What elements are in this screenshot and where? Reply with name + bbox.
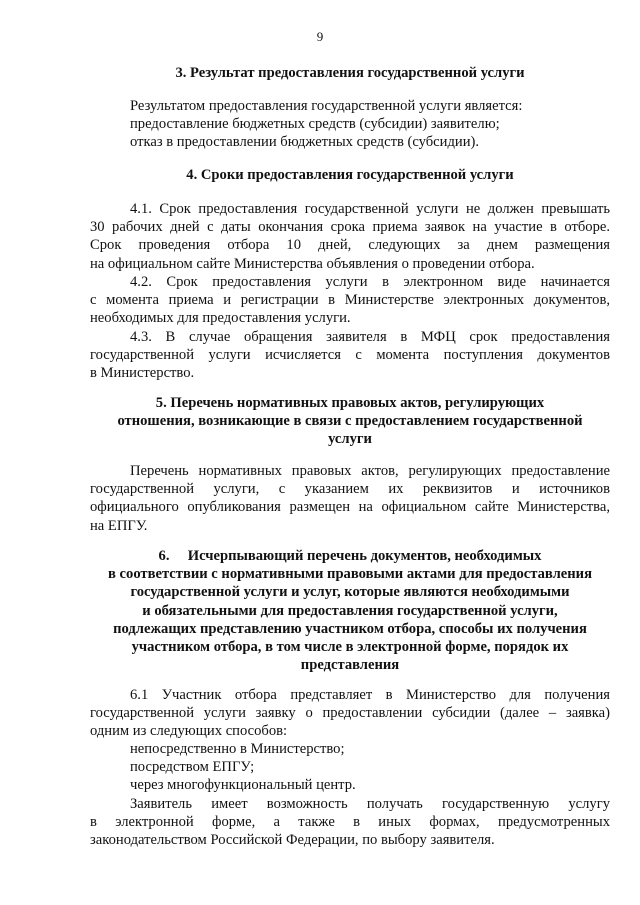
heading-line: отношения, возникающие в связи с предоставлением государственной <box>117 413 583 430</box>
heading-line: в соответствии с нормативными правовыми актами для предоставления <box>108 566 592 583</box>
heading-line: 5. Перечень нормативных правовых актов, регулирующих <box>155 395 545 411</box>
paragraph-line: официального опубликования размещен на официальном сайте Министерства, <box>90 499 610 516</box>
heading-line: услуги <box>328 431 372 448</box>
heading-line: участником отбора, в том числе в электронной форме, порядок их <box>131 639 569 656</box>
submission-methods-list <box>130 740 610 795</box>
section-3-line: Результатом предоставления государственной услуги является: <box>130 98 523 114</box>
paragraph-line: Срок проведения отбора 10 дней, следующих за днем размещения <box>90 237 610 254</box>
section-4-paragraph-3 <box>90 328 610 383</box>
section-4-heading: 4. Сроки предоставления государственной услуги <box>186 167 514 183</box>
paragraph-line: государственной услуги заявку о предоставлении субсидии (далее – заявка) <box>90 705 610 722</box>
paragraph-line: на ЕПГУ. <box>90 517 148 534</box>
section-6-heading <box>90 547 610 674</box>
heading-line: подлежащих представлению участником отбора, способы их получения <box>113 620 587 637</box>
section-3-line: предоставление бюджетных средств (субсидии) заявителю; <box>130 116 500 133</box>
paragraph-line: государственной услуги, с указанием их реквизитов и источников <box>90 481 610 498</box>
section-3-heading: 3. Результат предоставления государственной услуги <box>175 65 525 81</box>
paragraph-line: с момента приема и регистрации в Министерстве электронных документов, <box>90 292 610 309</box>
section-4-paragraph-2 <box>90 273 610 328</box>
paragraph-line: необходимых для предоставления услуги. <box>90 310 351 327</box>
heading-line: государственной услуги и услуг, которые являются необходимыми <box>130 584 570 601</box>
paragraph-line: 4.1. Срок предоставления государственной услуги не должен превышать <box>130 201 610 217</box>
section-5-heading <box>90 394 610 449</box>
section-3-line: отказ в предоставлении бюджетных средств (субсидии). <box>130 134 480 151</box>
paragraph-line: в Министерство. <box>90 365 195 382</box>
heading-line: представления <box>300 657 400 674</box>
section-6-paragraph-1 <box>90 686 610 741</box>
heading-line: и обязательными для предоставления государственной услуги, <box>142 602 558 619</box>
paragraph-line: законодательством Российской Федерации, по выбору заявителя. <box>90 832 495 849</box>
page-number: 9 <box>316 29 324 44</box>
heading-line: 6. Исчерпывающий перечень документов, необходимых <box>158 548 542 564</box>
section-3-body <box>130 97 610 152</box>
paragraph-line: в электронной форме, а также в иных формах, предусмотренных <box>90 814 610 831</box>
paragraph-line: 4.3. В случае обращения заявителя в МФЦ срок предоставления <box>130 329 610 345</box>
paragraph-line: одним из следующих способов: <box>90 723 288 740</box>
paragraph-line: 30 рабочих дней с даты окончания срока приема заявок на участие в отборе. <box>90 219 610 236</box>
section-4-paragraph-1 <box>90 200 610 273</box>
paragraph-line: 6.1 Участник отбора представляет в Министерство для получения <box>130 687 610 703</box>
paragraph-line: Перечень нормативных правовых актов, регулирующих предоставление <box>130 463 610 479</box>
section-5-paragraph-1 <box>90 462 610 535</box>
paragraph-line: Заявитель имеет возможность получать государственную услугу <box>130 796 610 812</box>
paragraph-line: государственной услуги исчисляется с момента поступления документов <box>90 347 610 364</box>
paragraph-line: 4.2. Срок предоставления услуги в электронном виде начинается <box>130 274 610 290</box>
list-item: непосредственно в Министерство; <box>130 741 345 757</box>
section-6-paragraph-2 <box>90 795 610 850</box>
list-item: через многофункциональный центр. <box>130 777 356 794</box>
paragraph-line: на официальном сайте Министерства объявления о проведении отбора. <box>90 255 535 272</box>
list-item: посредством ЕПГУ; <box>130 759 255 776</box>
